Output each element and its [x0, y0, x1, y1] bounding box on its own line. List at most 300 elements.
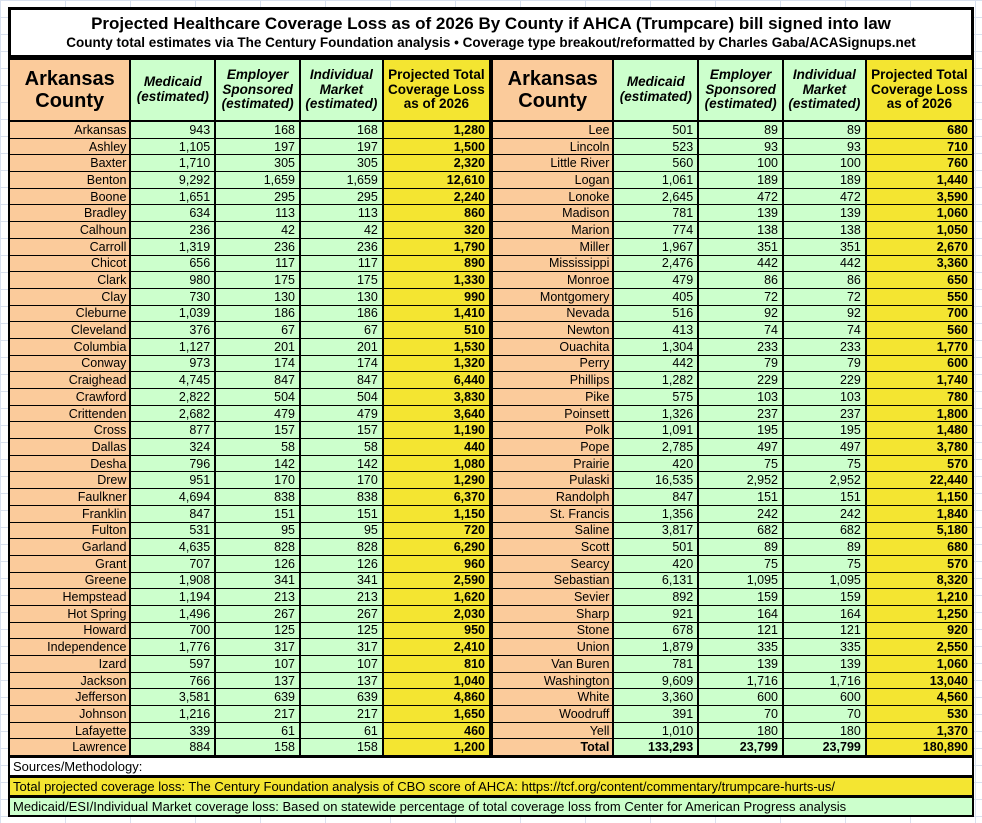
- individual-market-cell: 75: [783, 555, 866, 572]
- projected-total-cell: 6,290: [383, 539, 490, 556]
- employer-sponsored-cell: 600: [698, 689, 783, 706]
- employer-sponsored-cell: 137: [215, 672, 300, 689]
- employer-sponsored-cell: 151: [215, 505, 300, 522]
- projected-total-cell: 13,040: [866, 672, 973, 689]
- medicaid-cell: 523: [613, 138, 698, 155]
- employer-sponsored-cell: 117: [215, 255, 300, 272]
- county-name-cell: Hempstead: [9, 589, 130, 606]
- medicaid-cell: 847: [130, 505, 215, 522]
- medicaid-cell: 884: [130, 739, 215, 756]
- projected-total-cell: 1,150: [383, 505, 490, 522]
- projected-total-cell: 600: [866, 355, 973, 372]
- individual-market-cell: 201: [300, 338, 383, 355]
- county-name-cell: Boone: [9, 188, 130, 205]
- county-name-cell: Scott: [492, 539, 613, 556]
- individual-market-cell: 79: [783, 355, 866, 372]
- medicaid-cell: 339: [130, 722, 215, 739]
- individual-market-cell: 317: [300, 639, 383, 656]
- county-name-cell: Howard: [9, 622, 130, 639]
- projected-total-cell: 1,210: [866, 589, 973, 606]
- county-name-cell: Carroll: [9, 238, 130, 255]
- county-name-cell: White: [492, 689, 613, 706]
- table-row: [9, 121, 490, 138]
- projected-total-cell: 1,040: [383, 672, 490, 689]
- individual-market-cell: 139: [783, 205, 866, 222]
- employer-sponsored-cell: 89: [698, 121, 783, 138]
- individual-market-cell: 138: [783, 222, 866, 239]
- county-name-cell: Logan: [492, 172, 613, 189]
- table-row: [9, 722, 490, 739]
- medicaid-cell: 376: [130, 322, 215, 339]
- county-name-cell: Dallas: [9, 439, 130, 456]
- projected-total-cell: 510: [383, 322, 490, 339]
- county-name-cell: Pope: [492, 439, 613, 456]
- individual-market-cell: 107: [300, 656, 383, 673]
- county-name-cell: Jefferson: [9, 689, 130, 706]
- county-name-cell: Ouachita: [492, 338, 613, 355]
- employer-sponsored-cell: 442: [698, 255, 783, 272]
- employer-sponsored-cell: 838: [215, 489, 300, 506]
- individual-market-cell: 175: [300, 272, 383, 289]
- county-name-cell: Bradley: [9, 205, 130, 222]
- medicaid-cell: 1,326: [613, 405, 698, 422]
- individual-market-cell: 93: [783, 138, 866, 155]
- employer-sponsored-cell: 237: [698, 405, 783, 422]
- table-row: [492, 155, 973, 172]
- county-name-cell: Lonoke: [492, 188, 613, 205]
- medicaid-cell: 1,967: [613, 238, 698, 255]
- table-row: [9, 439, 490, 456]
- table-row: [9, 555, 490, 572]
- projected-total-cell: 2,590: [383, 572, 490, 589]
- employer-sponsored-cell: 267: [215, 605, 300, 622]
- medicaid-cell: 2,822: [130, 389, 215, 406]
- county-name-cell: Johnson: [9, 706, 130, 723]
- county-name-cell: Monroe: [492, 272, 613, 289]
- county-name-cell: Randolph: [492, 489, 613, 506]
- table-row: [492, 539, 973, 556]
- county-name-cell: Perry: [492, 355, 613, 372]
- individual-market-cell: 295: [300, 188, 383, 205]
- table-row: [492, 622, 973, 639]
- table-row: [9, 605, 490, 622]
- table-row: [9, 656, 490, 673]
- employer-sponsored-cell: 92: [698, 305, 783, 322]
- individual-market-cell: 838: [300, 489, 383, 506]
- projected-total-cell: 1,150: [866, 489, 973, 506]
- employer-sponsored-cell: 113: [215, 205, 300, 222]
- county-name-cell: Baxter: [9, 155, 130, 172]
- table-row: [9, 505, 490, 522]
- table-row: [492, 372, 973, 389]
- individual-market-cell: 74: [783, 322, 866, 339]
- individual-market-cell: 828: [300, 539, 383, 556]
- medicaid-cell: 16,535: [613, 472, 698, 489]
- employer-sponsored-cell: 125: [215, 622, 300, 639]
- employer-sponsored-cell: 174: [215, 355, 300, 372]
- table-row: [9, 472, 490, 489]
- employer-sponsored-cell: 189: [698, 172, 783, 189]
- table-row: [492, 422, 973, 439]
- medicaid-cell: 2,645: [613, 188, 698, 205]
- table-row: [9, 739, 490, 756]
- medicaid-cell: 1,496: [130, 605, 215, 622]
- table-row: [9, 522, 490, 539]
- medicaid-cell: 479: [613, 272, 698, 289]
- employer-sponsored-cell: 195: [698, 422, 783, 439]
- employer-sponsored-cell: 107: [215, 656, 300, 673]
- employer-sponsored-cell: 639: [215, 689, 300, 706]
- table-row: [492, 555, 973, 572]
- county-name-cell: Cross: [9, 422, 130, 439]
- column-header-employer-sponsored: Employer Sponsored (estimated): [698, 59, 783, 121]
- medicaid-cell: 501: [613, 539, 698, 556]
- county-name-cell: Mississippi: [492, 255, 613, 272]
- projected-total-cell: 1,370: [866, 722, 973, 739]
- table-row: [492, 255, 973, 272]
- individual-market-cell: 600: [783, 689, 866, 706]
- individual-market-cell: 504: [300, 389, 383, 406]
- table-row: [9, 689, 490, 706]
- employer-sponsored-cell: 335: [698, 639, 783, 656]
- projected-total-cell: 550: [866, 288, 973, 305]
- county-name-cell: Izard: [9, 656, 130, 673]
- individual-market-cell: 61: [300, 722, 383, 739]
- employer-sponsored-cell: 317: [215, 639, 300, 656]
- projected-total-cell: 860: [383, 205, 490, 222]
- medicaid-cell: 1,039: [130, 305, 215, 322]
- employer-sponsored-cell: 175: [215, 272, 300, 289]
- medicaid-cell: 516: [613, 305, 698, 322]
- medicaid-cell: 420: [613, 555, 698, 572]
- county-name-cell: Woodruff: [492, 706, 613, 723]
- employer-sponsored-cell: 341: [215, 572, 300, 589]
- county-name-cell: Clark: [9, 272, 130, 289]
- table-row: [9, 172, 490, 189]
- individual-market-cell: 195: [783, 422, 866, 439]
- table-row: [492, 322, 973, 339]
- medicaid-cell: 2,785: [613, 439, 698, 456]
- table-row: [492, 172, 973, 189]
- county-name-cell: Independence: [9, 639, 130, 656]
- individual-market-cell: 142: [300, 455, 383, 472]
- column-header-employer-sponsored: Employer Sponsored (estimated): [215, 59, 300, 121]
- individual-market-cell: 58: [300, 439, 383, 456]
- individual-market-cell: 86: [783, 272, 866, 289]
- employer-sponsored-cell: 497: [698, 439, 783, 456]
- table-row: [492, 672, 973, 689]
- individual-market-cell: 117: [300, 255, 383, 272]
- medicaid-cell: 781: [613, 205, 698, 222]
- medicaid-cell: 2,682: [130, 405, 215, 422]
- individual-market-cell: 170: [300, 472, 383, 489]
- medicaid-cell: 1,356: [613, 505, 698, 522]
- projected-total-cell: 760: [866, 155, 973, 172]
- county-name-cell: Grant: [9, 555, 130, 572]
- employer-sponsored-cell: 130: [215, 288, 300, 305]
- table-row: [492, 138, 973, 155]
- medicaid-cell: 1,879: [613, 639, 698, 656]
- county-name-cell: Crittenden: [9, 405, 130, 422]
- employer-sponsored-cell: 75: [698, 455, 783, 472]
- medicaid-cell: 1,105: [130, 138, 215, 155]
- county-name-cell: Total: [492, 739, 613, 756]
- table-row: [9, 138, 490, 155]
- medicaid-cell: 9,609: [613, 672, 698, 689]
- county-name-cell: Ashley: [9, 138, 130, 155]
- projected-total-cell: 12,610: [383, 172, 490, 189]
- projected-total-cell: 3,780: [866, 439, 973, 456]
- projected-total-cell: 810: [383, 656, 490, 673]
- employer-sponsored-cell: 2,952: [698, 472, 783, 489]
- page-subtitle: County total estimates via The Century Foundation analysis • Coverage type breakout/reformatted by Charles Gaba/ACASignups.net: [66, 35, 916, 50]
- county-name-cell: Sharp: [492, 605, 613, 622]
- county-name-cell: Phillips: [492, 372, 613, 389]
- table-row: [492, 605, 973, 622]
- table-row: [492, 121, 973, 138]
- individual-market-cell: 847: [300, 372, 383, 389]
- table-row: [9, 389, 490, 406]
- projected-total-cell: 1,190: [383, 422, 490, 439]
- projected-total-cell: 1,250: [866, 605, 973, 622]
- county-name-cell: Garland: [9, 539, 130, 556]
- individual-market-cell: 151: [300, 505, 383, 522]
- medicaid-cell: 774: [613, 222, 698, 239]
- individual-market-cell: 168: [300, 121, 383, 138]
- table-row: [9, 622, 490, 639]
- individual-market-cell: 174: [300, 355, 383, 372]
- table-row: [492, 288, 973, 305]
- individual-market-cell: 89: [783, 121, 866, 138]
- medicaid-cell: 1,061: [613, 172, 698, 189]
- county-name-cell: Pulaski: [492, 472, 613, 489]
- employer-sponsored-cell: 139: [698, 656, 783, 673]
- medicaid-cell: 4,745: [130, 372, 215, 389]
- employer-sponsored-cell: 236: [215, 238, 300, 255]
- county-name-cell: Columbia: [9, 338, 130, 355]
- county-name-cell: Lee: [492, 121, 613, 138]
- projected-total-cell: 1,770: [866, 338, 973, 355]
- projected-total-cell: 1,320: [383, 355, 490, 372]
- individual-market-cell: 72: [783, 288, 866, 305]
- projected-total-cell: 460: [383, 722, 490, 739]
- projected-total-cell: 570: [866, 455, 973, 472]
- individual-market-cell: 335: [783, 639, 866, 656]
- individual-market-cell: 164: [783, 605, 866, 622]
- county-name-cell: Clay: [9, 288, 130, 305]
- projected-total-cell: 2,410: [383, 639, 490, 656]
- individual-market-cell: 1,659: [300, 172, 383, 189]
- individual-market-cell: 682: [783, 522, 866, 539]
- medicaid-cell: 847: [613, 489, 698, 506]
- employer-sponsored-cell: 164: [698, 605, 783, 622]
- county-name-cell: Drew: [9, 472, 130, 489]
- column-header-medicaid: Medicaid (estimated): [613, 59, 698, 121]
- medicaid-cell: 1,776: [130, 639, 215, 656]
- individual-market-cell: 1,095: [783, 572, 866, 589]
- projected-total-cell: 320: [383, 222, 490, 239]
- employer-sponsored-cell: 139: [698, 205, 783, 222]
- table-row: [9, 355, 490, 372]
- individual-market-cell: 2,952: [783, 472, 866, 489]
- projected-total-cell: 1,500: [383, 138, 490, 155]
- projected-total-cell: 1,840: [866, 505, 973, 522]
- projected-total-cell: 2,670: [866, 238, 973, 255]
- medicaid-cell: 656: [130, 255, 215, 272]
- county-name-cell: Cleveland: [9, 322, 130, 339]
- table-row: [492, 505, 973, 522]
- employer-sponsored-cell: 504: [215, 389, 300, 406]
- county-name-cell: Madison: [492, 205, 613, 222]
- employer-sponsored-cell: 159: [698, 589, 783, 606]
- individual-market-cell: 70: [783, 706, 866, 723]
- table-row: [9, 639, 490, 656]
- table-row: [9, 288, 490, 305]
- county-name-cell: Greene: [9, 572, 130, 589]
- county-name-cell: Pike: [492, 389, 613, 406]
- column-header-county: Arkansas County: [9, 59, 130, 121]
- employer-sponsored-cell: 72: [698, 288, 783, 305]
- individual-market-cell: 137: [300, 672, 383, 689]
- individual-market-cell: 23,799: [783, 739, 866, 756]
- table-row: [492, 522, 973, 539]
- table-row: [9, 272, 490, 289]
- projected-total-cell: 2,030: [383, 605, 490, 622]
- projected-total-cell: 1,440: [866, 172, 973, 189]
- medicaid-cell: 1,216: [130, 706, 215, 723]
- individual-market-cell: 42: [300, 222, 383, 239]
- employer-sponsored-cell: 158: [215, 739, 300, 756]
- table-row: [9, 205, 490, 222]
- projected-total-cell: 1,410: [383, 305, 490, 322]
- table-row: [9, 539, 490, 556]
- individual-market-cell: 89: [783, 539, 866, 556]
- county-name-cell: Conway: [9, 355, 130, 372]
- medicaid-cell: 730: [130, 288, 215, 305]
- header-row: [492, 59, 973, 121]
- employer-sponsored-cell: 1,095: [698, 572, 783, 589]
- medicaid-cell: 501: [613, 121, 698, 138]
- county-name-cell: Faulkner: [9, 489, 130, 506]
- column-header-projected-total: Projected Total Coverage Loss as of 2026: [866, 59, 973, 121]
- projected-total-cell: 1,790: [383, 238, 490, 255]
- table-row: [9, 455, 490, 472]
- county-name-cell: Arkansas: [9, 121, 130, 138]
- medicaid-cell: 575: [613, 389, 698, 406]
- projected-total-cell: 780: [866, 389, 973, 406]
- county-name-cell: Lawrence: [9, 739, 130, 756]
- employer-sponsored-cell: 229: [698, 372, 783, 389]
- individual-market-cell: 479: [300, 405, 383, 422]
- medicaid-cell: 9,292: [130, 172, 215, 189]
- individual-market-cell: 341: [300, 572, 383, 589]
- table-row: [9, 305, 490, 322]
- county-name-cell: Stone: [492, 622, 613, 639]
- table-row: [9, 372, 490, 389]
- individual-market-cell: 1,716: [783, 672, 866, 689]
- projected-total-cell: 990: [383, 288, 490, 305]
- county-name-cell: Newton: [492, 322, 613, 339]
- county-name-cell: Benton: [9, 172, 130, 189]
- medicaid-cell: 951: [130, 472, 215, 489]
- medicaid-cell: 3,581: [130, 689, 215, 706]
- employer-sponsored-cell: 180: [698, 722, 783, 739]
- table-row: [9, 238, 490, 255]
- table-row: [9, 572, 490, 589]
- employer-sponsored-cell: 170: [215, 472, 300, 489]
- employer-sponsored-cell: 93: [698, 138, 783, 155]
- employer-sponsored-cell: 103: [698, 389, 783, 406]
- projected-total-cell: 1,200: [383, 739, 490, 756]
- projected-total-cell: 3,830: [383, 389, 490, 406]
- county-name-cell: Montgomery: [492, 288, 613, 305]
- county-name-cell: Prairie: [492, 455, 613, 472]
- table-row: [9, 155, 490, 172]
- medicaid-cell: 4,635: [130, 539, 215, 556]
- medicaid-cell: 921: [613, 605, 698, 622]
- county-name-cell: Cleburne: [9, 305, 130, 322]
- medicaid-cell: 531: [130, 522, 215, 539]
- sources-methodology-label: Sources/Methodology:: [8, 757, 974, 777]
- projected-total-cell: 560: [866, 322, 973, 339]
- individual-market-cell: 442: [783, 255, 866, 272]
- medicaid-cell: 700: [130, 622, 215, 639]
- total-row: [492, 739, 973, 756]
- employer-sponsored-cell: 157: [215, 422, 300, 439]
- total-loss-source-note: Total projected coverage loss: The Century Foundation analysis of CBO score of AHCA: https://tcf.org/content/commentary/trumpcare-hurts-us/: [8, 777, 974, 797]
- employer-sponsored-cell: 42: [215, 222, 300, 239]
- county-name-cell: Hot Spring: [9, 605, 130, 622]
- employer-sponsored-cell: 201: [215, 338, 300, 355]
- table-row: [492, 238, 973, 255]
- individual-market-cell: 75: [783, 455, 866, 472]
- table-row: [9, 188, 490, 205]
- table-row: [492, 188, 973, 205]
- county-name-cell: Union: [492, 639, 613, 656]
- individual-market-cell: 159: [783, 589, 866, 606]
- table-row: [492, 338, 973, 355]
- projected-total-cell: 4,860: [383, 689, 490, 706]
- table-row: [492, 405, 973, 422]
- individual-market-cell: 197: [300, 138, 383, 155]
- employer-sponsored-cell: 89: [698, 539, 783, 556]
- employer-sponsored-cell: 23,799: [698, 739, 783, 756]
- individual-market-cell: 103: [783, 389, 866, 406]
- table-row: [492, 439, 973, 456]
- county-name-cell: Jackson: [9, 672, 130, 689]
- medicaid-cell: 1,710: [130, 155, 215, 172]
- employer-sponsored-cell: 142: [215, 455, 300, 472]
- projected-total-cell: 890: [383, 255, 490, 272]
- individual-market-cell: 267: [300, 605, 383, 622]
- county-name-cell: Calhoun: [9, 222, 130, 239]
- table-row: [492, 722, 973, 739]
- employer-sponsored-cell: 213: [215, 589, 300, 606]
- employer-sponsored-cell: 75: [698, 555, 783, 572]
- individual-market-cell: 229: [783, 372, 866, 389]
- medicaid-cell: 781: [613, 656, 698, 673]
- employer-sponsored-cell: 186: [215, 305, 300, 322]
- projected-total-cell: 1,620: [383, 589, 490, 606]
- table-row: [492, 389, 973, 406]
- medicaid-cell: 236: [130, 222, 215, 239]
- individual-market-cell: 151: [783, 489, 866, 506]
- individual-market-cell: 233: [783, 338, 866, 355]
- projected-total-cell: 530: [866, 706, 973, 723]
- employer-sponsored-cell: 197: [215, 138, 300, 155]
- employer-sponsored-cell: 828: [215, 539, 300, 556]
- employer-sponsored-cell: 242: [698, 505, 783, 522]
